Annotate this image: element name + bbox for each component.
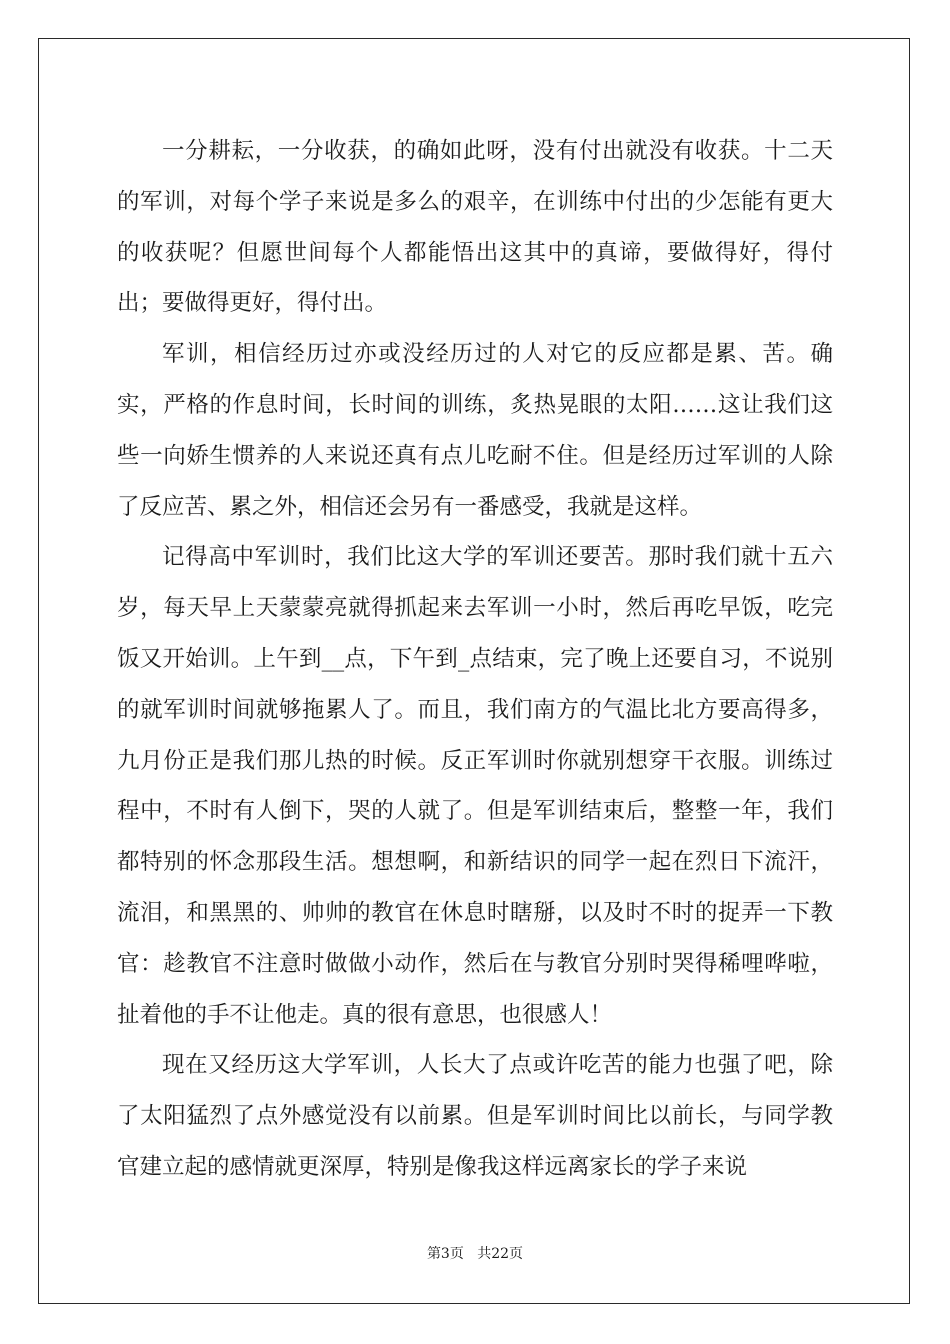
paragraph-4: 现在又经历这大学军训，人长大了点或许吃苦的能力也强了吧，除了太阳猛烈了点外感觉没有以前累。但是军训时间比以前长，与同学教官建立起的感情就更深厚，特别是像我这样远离家长的学子来说 — [117, 1052, 833, 1180]
paragraph-3: 记得高中军训时，我们比这大学的军训还要苦。那时我们就十五六岁，每天早上天蒙蒙亮就得抓起来去军训一小时，然后再吃早饭，吃完饭又开始训。上午到__点，下午到_点结束，完了晚上还要自习，不说别的就军训时间就够拖累人了。而且，我们南方的气温比北方要高得多，九月份正是我们那儿热的时候。反正军训时你就别想穿干衣服。训练过程中，不时有人倒下，哭的人就了。但是军训结束后，整整一年，我们都特别的怀念那段生活。想想啊，和新结识的同学一起在烈日下流汗，流泪，和黑黑的、帅帅的教官在休息时瞎掰，以及时不时的捉弄一下教官：趁教官不注意时做做小动作，然后在与教官分别时哭得稀哩哗啦，扯着他的手不让他走。真的很有意思，也很感人！ — [117, 544, 833, 1028]
paragraph-1: 一分耕耘，一分收获，的确如此呀，没有付出就没有收获。十二天的军训，对每个学子来说是多么的艰辛，在训练中付出的少怎能有更大的收获呢？但愿世间每个人都能悟出这其中的真谛，要做得好，得付出；要做得更好，得付出。 — [117, 138, 833, 317]
page-total: 共22页 — [477, 1246, 524, 1262]
document-body — [117, 126, 833, 1193]
page-footer — [0, 1244, 950, 1264]
paragraph-2: 军训，相信经历过亦或没经历过的人对它的反应都是累、苦。确实，严格的作息时间，长时间的训练，炙热晃眼的太阳……这让我们这些一向娇生惯养的人来说还真有点儿吃耐不住。但是经历过军训的人除了反应苦、累之外，相信还会另有一番感受，我就是这样。 — [117, 341, 833, 520]
page-number: 第3页 — [426, 1246, 464, 1262]
